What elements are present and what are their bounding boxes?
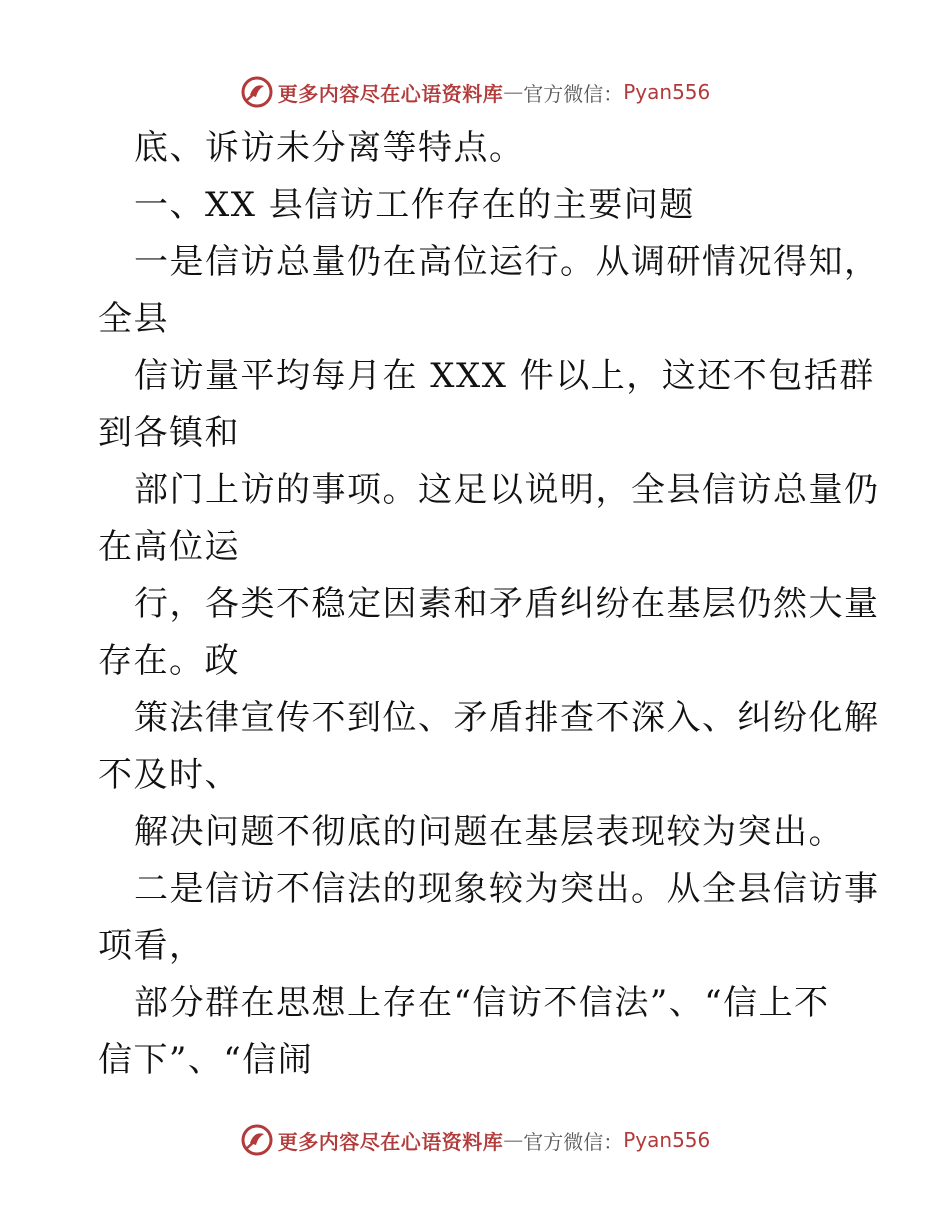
text-line: 存在。政 [98,641,240,681]
banner-wechat-id: Pyan556 [623,80,711,104]
text-line: 二是信访不信法的现象较为突出。从全县信访事 [134,869,880,909]
footer-banner [0,1118,950,1162]
text-line: 不及时、 [98,755,240,795]
text-line: 策法律宣传不到位、矛盾排查不深入、纠纷化解 [134,698,880,738]
text-line: 信下”、“信闹 [98,1040,314,1080]
swirl-logo-icon [240,1123,274,1157]
banner-site-text: 更多内容尽在心语资料库 [277,1129,504,1154]
text-line: 信访量平均每月在 XXX 件以上，这还不包括群 [134,356,875,396]
text-line: 到各镇和 [98,413,240,453]
text-line: 解决问题不彻底的问题在基层表现较为突出。 [134,812,844,852]
text-line: 底、诉访未分离等特点。 [134,128,525,168]
banner-separator: — [503,1128,524,1152]
banner-separator: — [503,80,524,104]
text-line: 一是信访总量仍在高位运行。从调研情况得知， [134,242,880,282]
text-line: 行，各类不稳定因素和矛盾纠纷在基层仍然大量 [134,584,880,624]
text-line: 部分群在思想上存在“信访不信法”、“信上不 [134,983,830,1023]
text-line: 项看， [98,926,205,966]
text-line: 全县 [98,299,169,339]
banner-wechat-label: 官方微信： [523,1129,624,1154]
banner-wechat-id: Pyan556 [623,1128,711,1152]
banner-site-text: 更多内容尽在心语资料库 [277,81,504,106]
text-line: 在高位运 [98,527,240,567]
section-heading: 一、XX 县信访工作存在的主要问题 [134,185,695,225]
text-line: 部门上访的事项。这足以说明，全县信访总量仍 [134,470,880,510]
banner-wechat-label: 官方微信： [523,81,624,106]
